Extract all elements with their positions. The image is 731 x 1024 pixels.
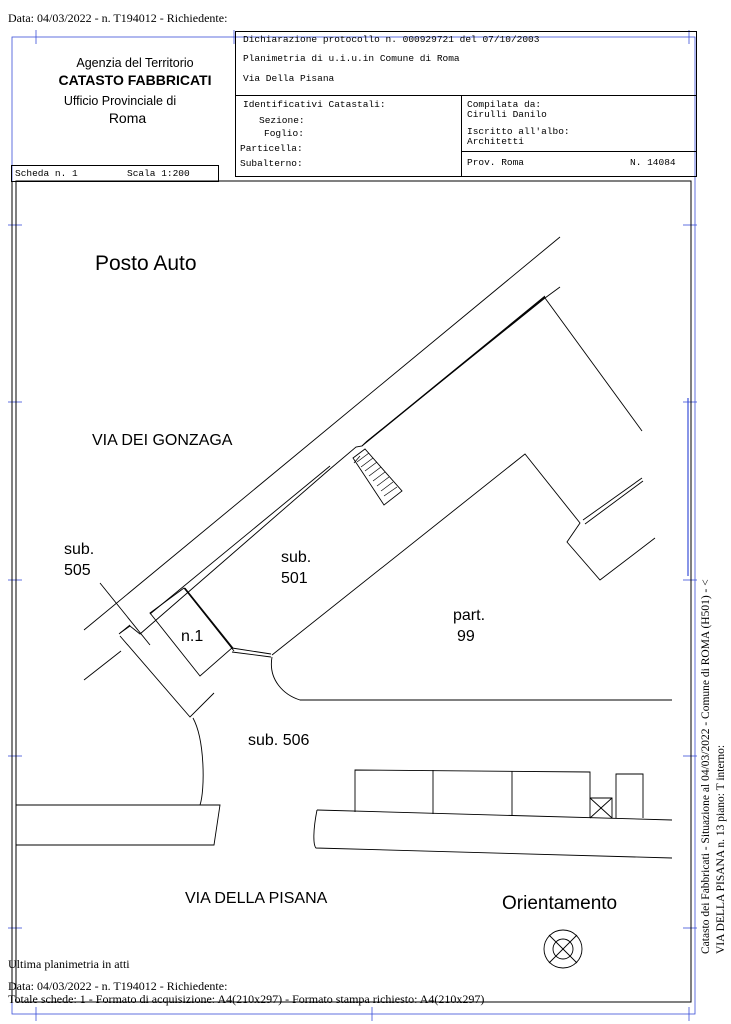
particella-label: Particella: (240, 143, 303, 154)
scale-label: Scala 1:200 (127, 168, 190, 179)
planimetria-text: Planimetria di u.i.u.in Comune di Roma (243, 53, 460, 64)
province-label: Prov. Roma (467, 157, 525, 168)
subalterno-label: Subalterno: (240, 158, 303, 169)
n1-label: n.1 (181, 628, 204, 645)
sezione-label: Sezione: (259, 115, 305, 126)
iscritto-value: Architetti (467, 136, 525, 147)
catasto-title: CATASTO FABBRICATI (58, 72, 212, 88)
part-label-b: 99 (457, 628, 475, 645)
foglio-label: Foglio: (264, 128, 304, 139)
scheda-label: Scheda n. 1 (15, 168, 78, 179)
registration-number: N. 14084 (630, 157, 676, 168)
orientation-label: Orientamento (502, 893, 618, 914)
header-vertical-divider (461, 95, 462, 177)
ufficio-label: Ufficio Provinciale di (63, 94, 177, 108)
sub505-label-b: 505 (64, 562, 91, 579)
side-status-line: Catasto dei Fabbricati - Situazione al 04/03/2022 - Comune di ROMA (H501) - < (700, 579, 712, 954)
footer-format-line: Totale schede: 1 - Formato di acquisizione: A4(210x297) - Formato stampa richiesto: A4(210x297) (8, 992, 485, 1006)
footer-request-line: Data: 04/03/2022 - n. T194012 - Richiedente: (8, 979, 228, 993)
street-pisana-label: VIA DELLA PISANA (185, 890, 328, 907)
sub505-label-a: sub. (64, 541, 95, 558)
sub501-label-a: sub. (281, 549, 312, 566)
agency-name: Agenzia del Territorio (76, 56, 194, 70)
iscritto-label: Iscritto all'albo: (467, 126, 570, 137)
sub506-label: sub. 506 (248, 732, 310, 749)
posto-auto-label: Posto Auto (95, 252, 197, 275)
top-request-line: Data: 04/03/2022 - n. T194012 - Richiedente: (8, 11, 228, 25)
part-label-a: part. (453, 607, 486, 624)
header-divider (235, 95, 697, 96)
street-gonzaga-label: VIA DEI GONZAGA (92, 432, 233, 449)
address-text: Via Della Pisana (243, 73, 335, 84)
sub501-label-b: 501 (281, 570, 308, 587)
compilata-name: Cirulli Danilo (467, 109, 547, 120)
dichiarazione-text: Dichiarazione protocollo n. 000929721 del 07/10/2003 (243, 34, 540, 45)
compilata-label: Compilata da: (467, 99, 542, 110)
header-inner-divider (461, 151, 697, 152)
ufficio-city: Roma (108, 110, 147, 126)
last-plan-note: Ultima planimetria in atti (8, 957, 130, 971)
side-address-line: VIA DELLA PISANA n. 13 piano: T interno: (715, 744, 727, 954)
identificativi-label: Identificativi Catastali: (243, 99, 386, 110)
